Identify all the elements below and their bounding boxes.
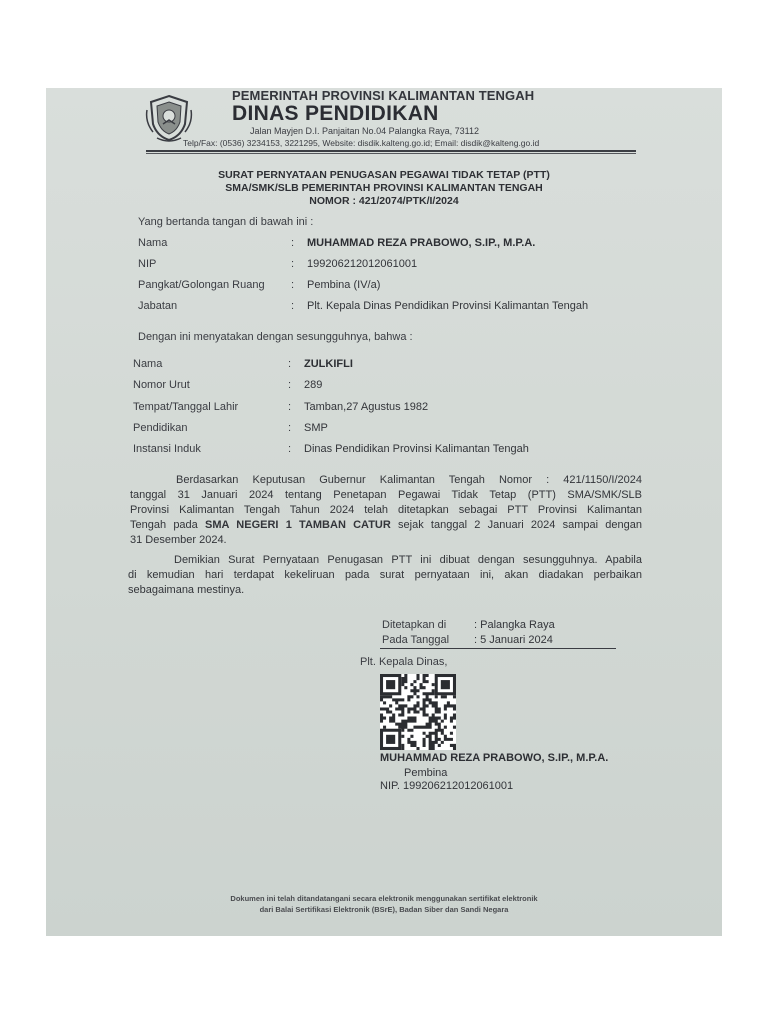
colon: : — [291, 237, 295, 249]
colon: : — [288, 401, 292, 413]
letterhead-contact: Telp/Fax: (0536) 3234153, 3221295, Website: disdik.kalteng.go.id; Email: disdik@kalteng.go.id — [183, 138, 540, 148]
place-value: : Palangka Raya — [474, 619, 555, 631]
letterhead-government: PEMERINTAH PROVINSI KALIMANTAN TENGAH — [232, 88, 535, 103]
paragraph-line: 31 Desember 2024. — [130, 534, 227, 546]
paragraph-text: Tengah pada — [130, 519, 206, 531]
statement-text: Dengan ini menyatakan dengan sesungguhnya, bahwa : — [138, 331, 413, 343]
letterhead-rule — [146, 150, 636, 152]
colon: : — [288, 379, 292, 391]
provincial-emblem-icon — [143, 92, 195, 144]
paragraph-line: tanggal 31 Januari 2024 tentang Penetapan Pegawai Tidak Tetap (PTT) SMA/SMK/SLB — [130, 489, 642, 501]
document-subtitle: SMA/SMK/SLB PEMERINTAH PROVINSI KALIMANTAN TENGAH — [225, 182, 543, 194]
paragraph-line: Provinsi Kalimantan Tengah Tahun 2024 telah ditetapkan sebagai PTT Provinsi Kalimantan — [130, 504, 642, 516]
subject-education-label: Pendidikan — [133, 422, 188, 434]
letterhead-agency: DINAS PENDIDIKAN — [232, 102, 439, 125]
letter-page — [46, 88, 722, 936]
subject-birth-value: Tamban,27 Agustus 1982 — [304, 401, 429, 413]
signer-rank-value: Pembina (IV/a) — [307, 279, 381, 291]
document-number: NOMOR : 421/2074/PTK/I/2024 — [309, 195, 459, 207]
subject-name-value: ZULKIFLI — [304, 358, 353, 370]
subject-agency-label: Instansi Induk — [133, 443, 201, 455]
signature-name: MUHAMMAD REZA PRABOWO, S.IP., M.P.A. — [380, 752, 609, 764]
closing-paragraph — [128, 553, 642, 598]
e-sign-footer-line1: Dokumen ini telah ditandatangani secara elektronik menggunakan sertifikat elektronik — [230, 894, 538, 903]
e-sign-footer-line2: dari Balai Sertifikasi Elektronik (BSrE), Badan Siber dan Sandi Negara — [259, 905, 509, 914]
letterhead-address: Jalan Mayjen D.I. Panjaitan No.04 Palangka Raya, 73112 — [250, 126, 479, 136]
colon: : — [288, 358, 292, 370]
date-label: Pada Tanggal — [382, 634, 450, 646]
paragraph-line: Demikian Surat Pernyataan Penugasan PTT ini dibuat dengan sesungguhnya. Apabila — [174, 554, 642, 566]
signature-nip: NIP. 199206212012061001 — [380, 780, 514, 792]
place-label: Ditetapkan di — [382, 619, 447, 631]
subject-name-label: Nama — [133, 358, 163, 370]
signer-position-title: Plt. Kepala Dinas, — [360, 656, 448, 668]
paragraph-line: di kemudian hari terdapat kekeliruan pada surat pernyataan ini, akan diadakan perbaikan — [128, 569, 642, 581]
subject-agency-value: Dinas Pendidikan Provinsi Kalimantan Tengah — [304, 443, 529, 455]
signer-rank-label: Pangkat/Golongan Ruang — [138, 279, 265, 291]
intro-text: Yang bertanda tangan di bawah ini : — [138, 216, 314, 228]
letterhead-rule-thin — [146, 153, 636, 154]
school-name: SMA NEGERI 1 TAMBAN CATUR — [205, 519, 391, 531]
signer-nip-label: NIP — [138, 258, 157, 270]
signer-name-label: Nama — [138, 237, 168, 249]
subject-birth-label: Tempat/Tanggal Lahir — [133, 401, 239, 413]
signer-name-value: MUHAMMAD REZA PRABOWO, S.IP., M.P.A. — [307, 237, 536, 249]
paragraph-line: Berdasarkan Keputusan Gubernur Kalimantan Tengah Nomor : 421/1150/I/2024 — [176, 474, 642, 486]
signature-rank: Pembina — [404, 767, 448, 779]
signature-date-rule — [380, 648, 616, 649]
colon: : — [291, 300, 295, 312]
decision-paragraph — [130, 473, 642, 548]
subject-number-label: Nomor Urut — [133, 379, 190, 391]
colon: : — [291, 279, 295, 291]
colon: : — [291, 258, 295, 270]
signer-position-value: Plt. Kepala Dinas Pendidikan Provinsi Kalimantan Tengah — [307, 300, 589, 312]
paragraph-line — [130, 518, 642, 533]
subject-education-value: SMP — [304, 422, 328, 434]
qr-code-icon — [380, 674, 456, 750]
colon: : — [288, 422, 292, 434]
colon: : — [288, 443, 292, 455]
paragraph-line: sebagaimana mestinya. — [128, 584, 245, 596]
subject-number-value: 289 — [304, 379, 323, 391]
signer-nip-value: 199206212012061001 — [307, 258, 418, 270]
date-value: : 5 Januari 2024 — [474, 634, 553, 646]
document-title: SURAT PERNYATAAN PENUGASAN PEGAWAI TIDAK TETAP (PTT) — [218, 169, 550, 181]
paragraph-text: sejak tanggal 2 Januari 2024 sampai dengan — [390, 519, 643, 531]
signer-position-label: Jabatan — [138, 300, 178, 312]
